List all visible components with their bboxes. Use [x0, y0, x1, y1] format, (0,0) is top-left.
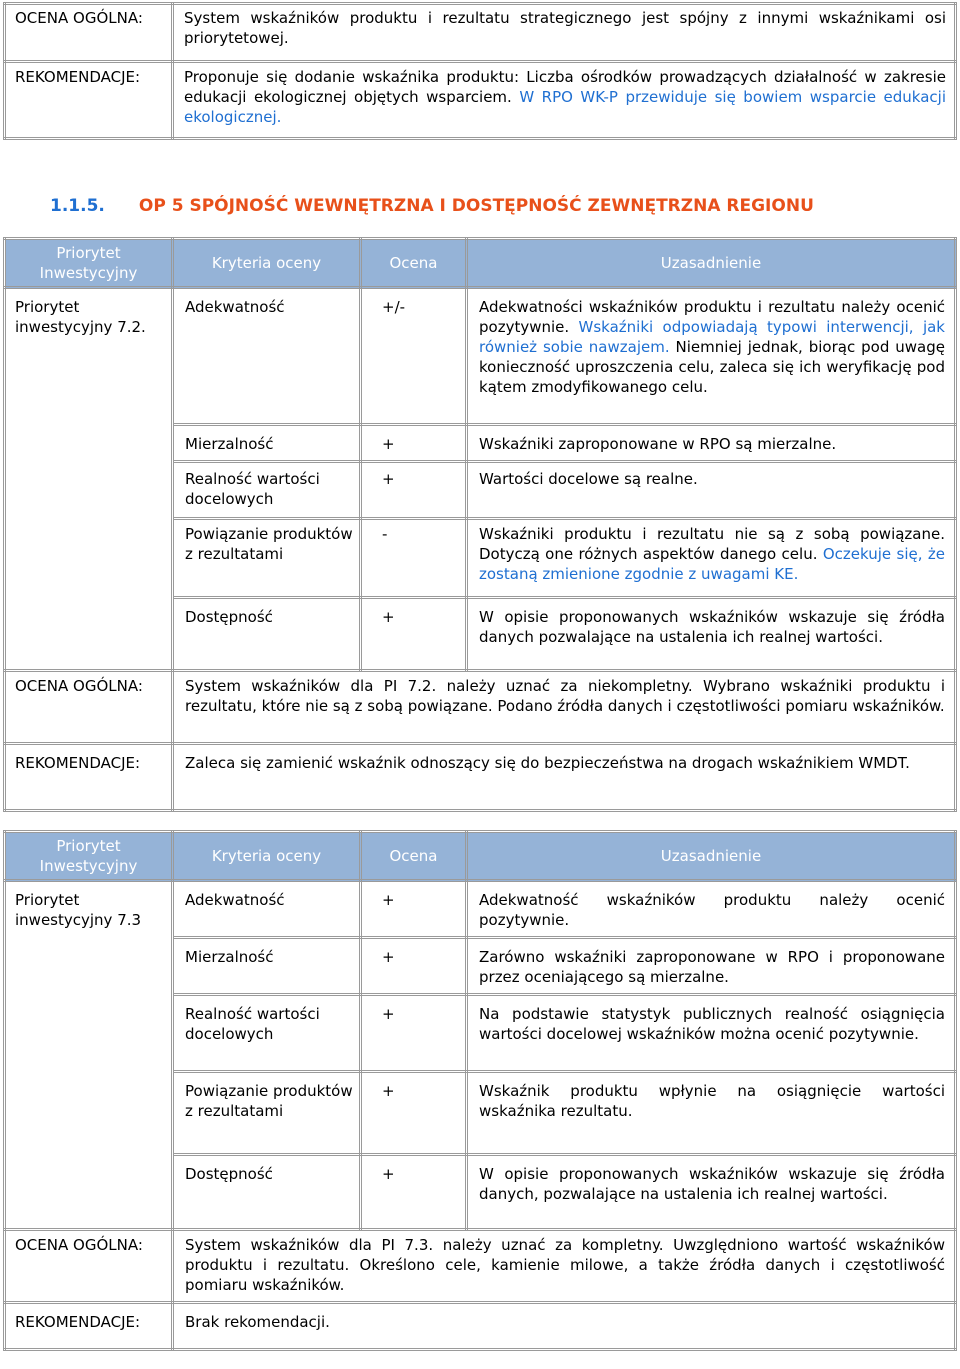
header-justification: Uzasadnienie: [467, 239, 956, 288]
rating-cell: +: [361, 425, 467, 462]
header-criteria: Kryteria oceny: [173, 239, 361, 288]
rating-cell: +: [361, 598, 467, 671]
table-row: [5, 881, 956, 938]
justification-cell: Adekwatność wskaźników produktu należy ocenić pozytywnie.: [467, 881, 956, 938]
summary-label: OCENA OGÓLNA:: [5, 1230, 173, 1303]
rating-cell: -: [361, 519, 467, 598]
justification-text: Wskaźniki produktu i rezultatu nie są z sobą powiązane. Dotyczą one różnych aspektów danego celu.: [479, 525, 945, 563]
justification-cell: Wskaźniki zaproponowane w RPO są mierzalne.: [467, 425, 956, 462]
criterion-cell: Realność wartości docelowych: [173, 462, 361, 519]
header-priority: Priorytet Inwestycyjny: [5, 239, 173, 288]
criterion-cell: Dostępność: [173, 1155, 361, 1230]
section-number: 1.1.5.: [50, 196, 105, 216]
justification-text-blue: Oczekuje się, że zostaną zmienione zgodnie z uwagami KE.: [479, 545, 945, 583]
general-assessment-row: [5, 4, 956, 62]
justification-cell: Zarówno wskaźniki zaproponowane w RPO i proponowane przez oceniającego są mierzalne.: [467, 938, 956, 995]
header-priority: Priorytet Inwestycyjny: [5, 832, 173, 881]
priority-cell: Priorytet inwestycyjny 7.3: [5, 881, 173, 1230]
header-justification: Uzasadnienie: [467, 832, 956, 881]
recommendations-row: [5, 744, 956, 811]
rating-cell: +: [361, 462, 467, 519]
justification-text-blue: Wskaźniki odpowiadają typowi interwencji, jak również sobie nawzajem.: [479, 318, 945, 356]
recommendations-label: REKOMENDACJE:: [5, 62, 173, 139]
criterion-cell: Mierzalność: [173, 938, 361, 995]
recommendations-text: [173, 62, 956, 139]
criterion-cell: Adekwatność: [173, 288, 361, 425]
justification-cell: Na podstawie statystyk publicznych realność osiągnięcia wartości docelowej wskaźników można ocenić pozytywnie.: [467, 995, 956, 1072]
general-assessment-label: OCENA OGÓLNA:: [5, 4, 173, 62]
rating-cell: +: [361, 995, 467, 1072]
header-rating: Ocena: [361, 832, 467, 881]
assessment-table-pi-7-3: [3, 830, 957, 1351]
table-header-row: [5, 832, 956, 881]
justification-cell: W opisie proponowanych wskaźników wskazuje się źródła danych pozwalające na ustalenia ich realnej wartości.: [467, 598, 956, 671]
recommendations-label: REKOMENDACJE:: [5, 1303, 173, 1350]
section-title: OP 5 SPÓJNOŚĆ WEWNĘTRZNA I DOSTĘPNOŚĆ ZEWNĘTRZNA REGIONU: [138, 196, 814, 216]
header-rating: Ocena: [361, 239, 467, 288]
rating-cell: +: [361, 938, 467, 995]
general-assessment-text: System wskaźników produktu i rezultatu strategicznego jest spójny z innymi wskaźnikami osi priorytetowej.: [173, 4, 956, 62]
justification-cell: Wskaźnik produktu wpłynie na osiągnięcie wartości wskaźnika rezultatu.: [467, 1072, 956, 1155]
justification-cell: Wartości docelowe są realne.: [467, 462, 956, 519]
justification-text-2: Niemniej jednak, biorąc pod uwagę konieczność uproszczenia celu, zaleca się ich weryfikację pod kątem zmodyfikowanego celu.: [479, 338, 945, 396]
criterion-cell: Realność wartości docelowych: [173, 995, 361, 1072]
recommendations-text: Zaleca się zamienić wskaźnik odnoszący się do bezpieczeństwa na drogach wskaźnikiem WMDT.: [173, 744, 956, 811]
top-summary-table: [3, 2, 957, 140]
rating-cell: +/-: [361, 288, 467, 425]
recommendations-text-main: Proponuje się dodanie wskaźnika produktu: Liczba ośrodków prowadzących działalność w zakresie edukacji ekologicznej objętych wsparciem.: [184, 68, 946, 106]
summary-row: [5, 671, 956, 744]
priority-cell: Priorytet inwestycyjny 7.2.: [5, 288, 173, 671]
rating-cell: +: [361, 1155, 467, 1230]
rating-cell: +: [361, 881, 467, 938]
summary-label: OCENA OGÓLNA:: [5, 671, 173, 744]
criterion-cell: Powiązanie produktów z rezultatami: [173, 1072, 361, 1155]
criterion-cell: Powiązanie produktów z rezultatami: [173, 519, 361, 598]
criterion-cell: Dostępność: [173, 598, 361, 671]
table-row: [5, 288, 956, 425]
justification-cell: W opisie proponowanych wskaźników wskazuje się źródła danych, pozwalające na ustalenia ich realnej wartości.: [467, 1155, 956, 1230]
recommendations-text: Brak rekomendacji.: [173, 1303, 956, 1350]
recommendations-text-blue: W RPO WK-P przewiduje się bowiem wsparcie edukacji ekologicznej.: [184, 88, 947, 126]
summary-text: System wskaźników dla PI 7.2. należy uznać za niekompletny. Wybrano wskaźniki produktu i rezultatu, które nie są z sobą powiązane. Podano źródła danych i częstotliwości pomiaru wskaźników.: [173, 671, 956, 744]
rating-cell: +: [361, 1072, 467, 1155]
table-header-row: [5, 239, 956, 288]
summary-text: System wskaźników dla PI 7.3. należy uznać za kompletny. Uwzględniono wartość wskaźników produktu i rezultatu. Określono cele, kamienie milowe, a także źródła danych i częstotliwość pomiaru wskaźników.: [173, 1230, 956, 1303]
assessment-table-pi-7-2: [3, 237, 957, 812]
summary-row: [5, 1230, 956, 1303]
justification-cell: [467, 519, 956, 598]
recommendations-label: REKOMENDACJE:: [5, 744, 173, 811]
justification-cell: [467, 288, 956, 425]
recommendations-row: [5, 1303, 956, 1350]
header-criteria: Kryteria oceny: [173, 832, 361, 881]
criterion-cell: Adekwatność: [173, 881, 361, 938]
recommendations-row: [5, 62, 956, 139]
justification-text: Adekwatności wskaźników produktu i rezultatu należy ocenić pozytywnie.: [479, 298, 945, 336]
criterion-cell: Mierzalność: [173, 425, 361, 462]
section-heading: [50, 196, 814, 216]
